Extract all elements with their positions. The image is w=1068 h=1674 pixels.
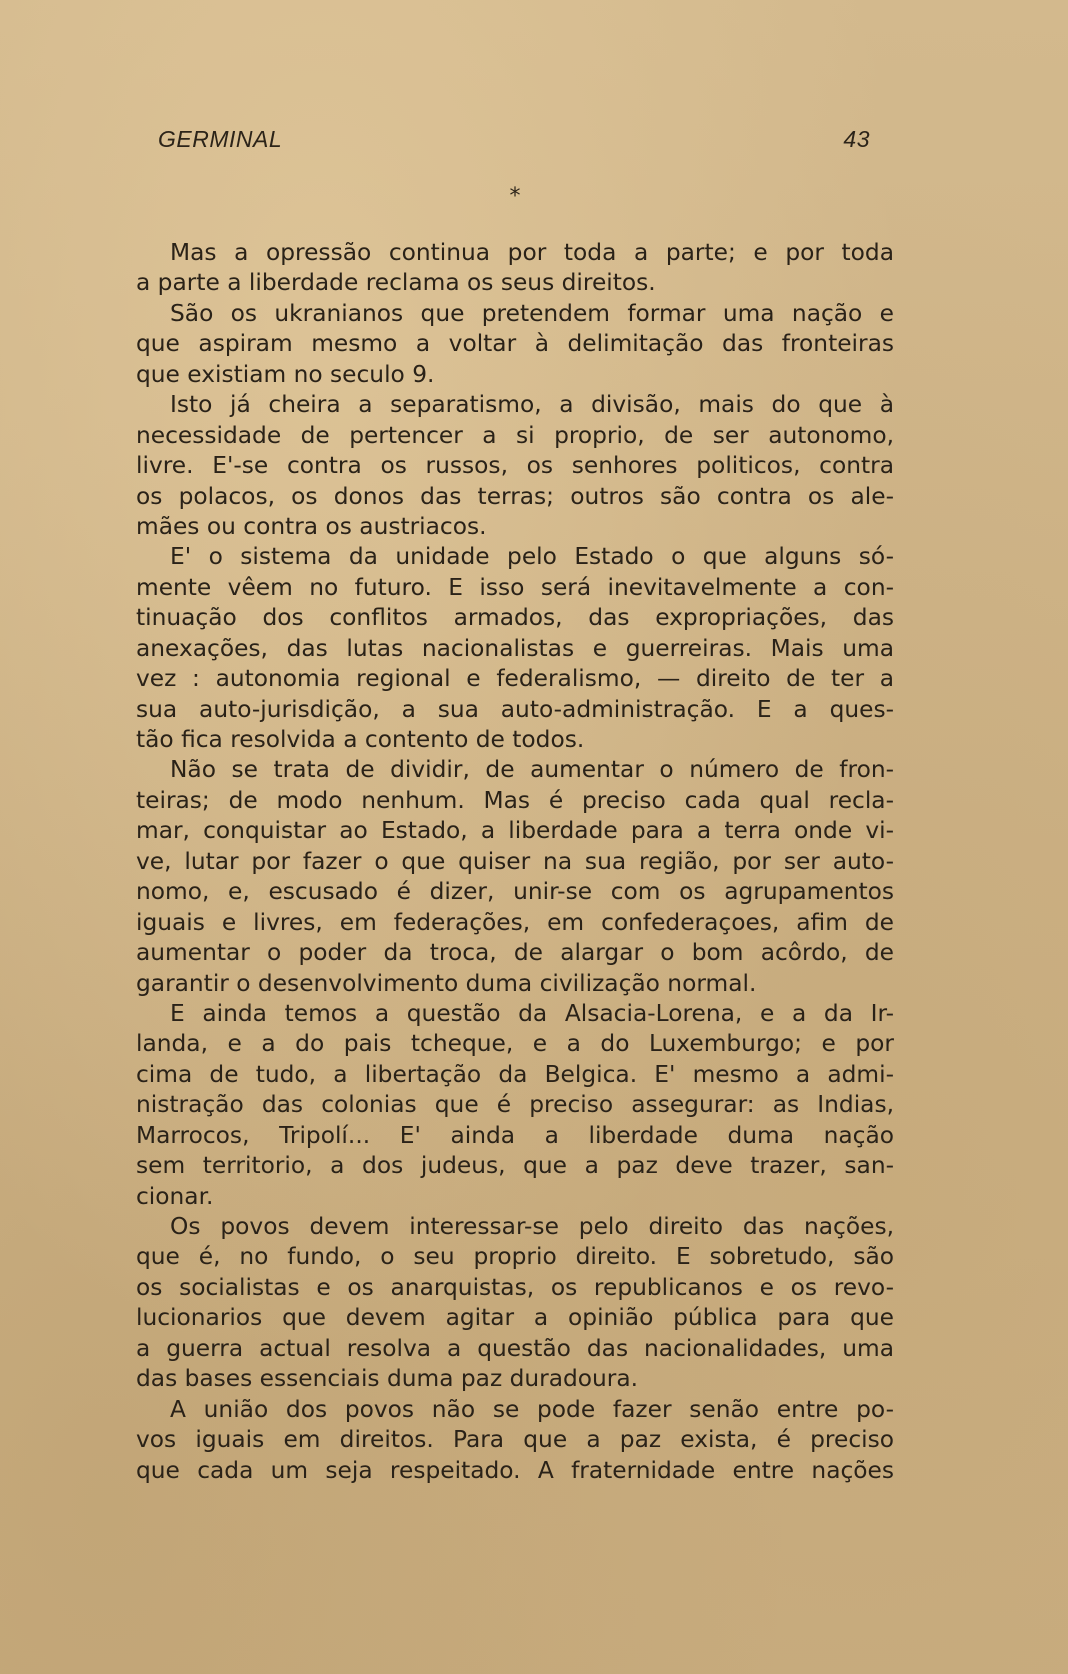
text-line: os socialistas e os anarquistas, os republicanos e os revo- — [136, 1273, 894, 1301]
text-line: mar, conquistar ao Estado, a liberdade para a terra onde vi- — [136, 817, 894, 845]
text-line: cima de tudo, a libertação da Belgica. E' mesmo a admi- — [136, 1060, 894, 1088]
text-line: os polacos, os donos das terras; outros são contra os ale- — [136, 482, 894, 510]
text-line: E ainda temos a questão da Alsacia-Lorena, e a da Ir- — [170, 999, 894, 1027]
text-line: que cada um seja respeitado. A fraternidade entre nações — [136, 1456, 894, 1484]
text-line: sua auto-jurisdição, a sua auto-administração. E a ques- — [136, 695, 894, 723]
text-line: necessidade de pertencer a si proprio, de ser autonomo, — [136, 421, 894, 449]
text-line: landa, e a do pais tcheque, e a do Luxemburgo; e por — [136, 1030, 894, 1058]
text-line: iguais e livres, em federações, em confederaçoes, afim de — [136, 908, 894, 936]
running-head — [158, 126, 870, 156]
text-line: aumentar o poder da troca, de alargar o bom acôrdo, de — [136, 939, 894, 967]
text-line: Mas a opressão continua por toda a parte; e por toda — [170, 239, 894, 266]
text-line: Isto já cheira a separatismo, a divisão, mais do que à — [170, 391, 894, 419]
text-line: nomo, e, escusado é dizer, unir-se com os agrupamentos — [136, 878, 894, 906]
text-line: ve, lutar por fazer o que quiser na sua região, por ser auto- — [136, 847, 894, 875]
text-line: mente vêem no futuro. E isso será inevitavelmente a con- — [136, 573, 894, 601]
text-line: teiras; de modo nenhum. Mas é preciso cada qual recla- — [136, 786, 894, 814]
text-line: que existiam no seculo 9. — [136, 360, 435, 388]
text-line: a parte a liberdade reclama os seus direitos. — [136, 269, 656, 297]
text-line: lucionarios que devem agitar a opinião pública para que — [136, 1304, 894, 1332]
text-line: garantir o desenvolvimento duma civilização normal. — [136, 969, 757, 997]
text-line: livre. E'-se contra os russos, os senhores politicos, contra — [136, 452, 894, 480]
section-asterisk: * — [509, 184, 521, 209]
text-line: anexações, das lutas nacionalistas e guerreiras. Mais uma — [136, 634, 894, 662]
text-line: Marrocos, Tripolí... E' ainda a liberdade duma nação — [136, 1121, 894, 1149]
text-line: Os povos devem interessar-se pelo direito das nações, — [170, 1213, 894, 1240]
text-line: das bases essenciais duma paz duradoura. — [136, 1365, 639, 1393]
text-line: tinuação dos conflitos armados, das expropriações, das — [136, 604, 894, 632]
body-text — [136, 238, 894, 1486]
running-title: GERMINAL — [158, 126, 283, 152]
text-line: E' o sistema da unidade pelo Estado o que alguns só- — [170, 543, 894, 571]
text-line: mães ou contra os austriacos. — [136, 512, 487, 540]
text-line: nistração das colonias que é preciso assegurar: as Indias, — [136, 1091, 894, 1119]
text-line: cionar. — [136, 1182, 214, 1210]
text-line: A união dos povos não se pode fazer senão entre po- — [170, 1395, 894, 1423]
text-line: vos iguais em direitos. Para que a paz exista, é preciso — [136, 1426, 894, 1454]
text-line: tão fica resolvida a contento de todos. — [136, 726, 585, 753]
text-line: que aspiram mesmo a voltar à delimitação das fronteiras — [136, 330, 894, 358]
text-line: a guerra actual resolva a questão das nacionalidades, uma — [136, 1334, 894, 1362]
page-number: 43 — [843, 126, 870, 152]
text-line: vez : autonomia regional e federalismo, — direito de ter a — [136, 665, 894, 693]
text-line: São os ukranianos que pretendem formar uma nação e — [170, 299, 894, 327]
text-line: Não se trata de dividir, de aumentar o número de fron- — [170, 756, 894, 784]
text-line: que é, no fundo, o seu proprio direito. E sobretudo, são — [136, 1243, 894, 1271]
text-line: sem territorio, a dos judeus, que a paz deve trazer, san- — [136, 1152, 894, 1180]
